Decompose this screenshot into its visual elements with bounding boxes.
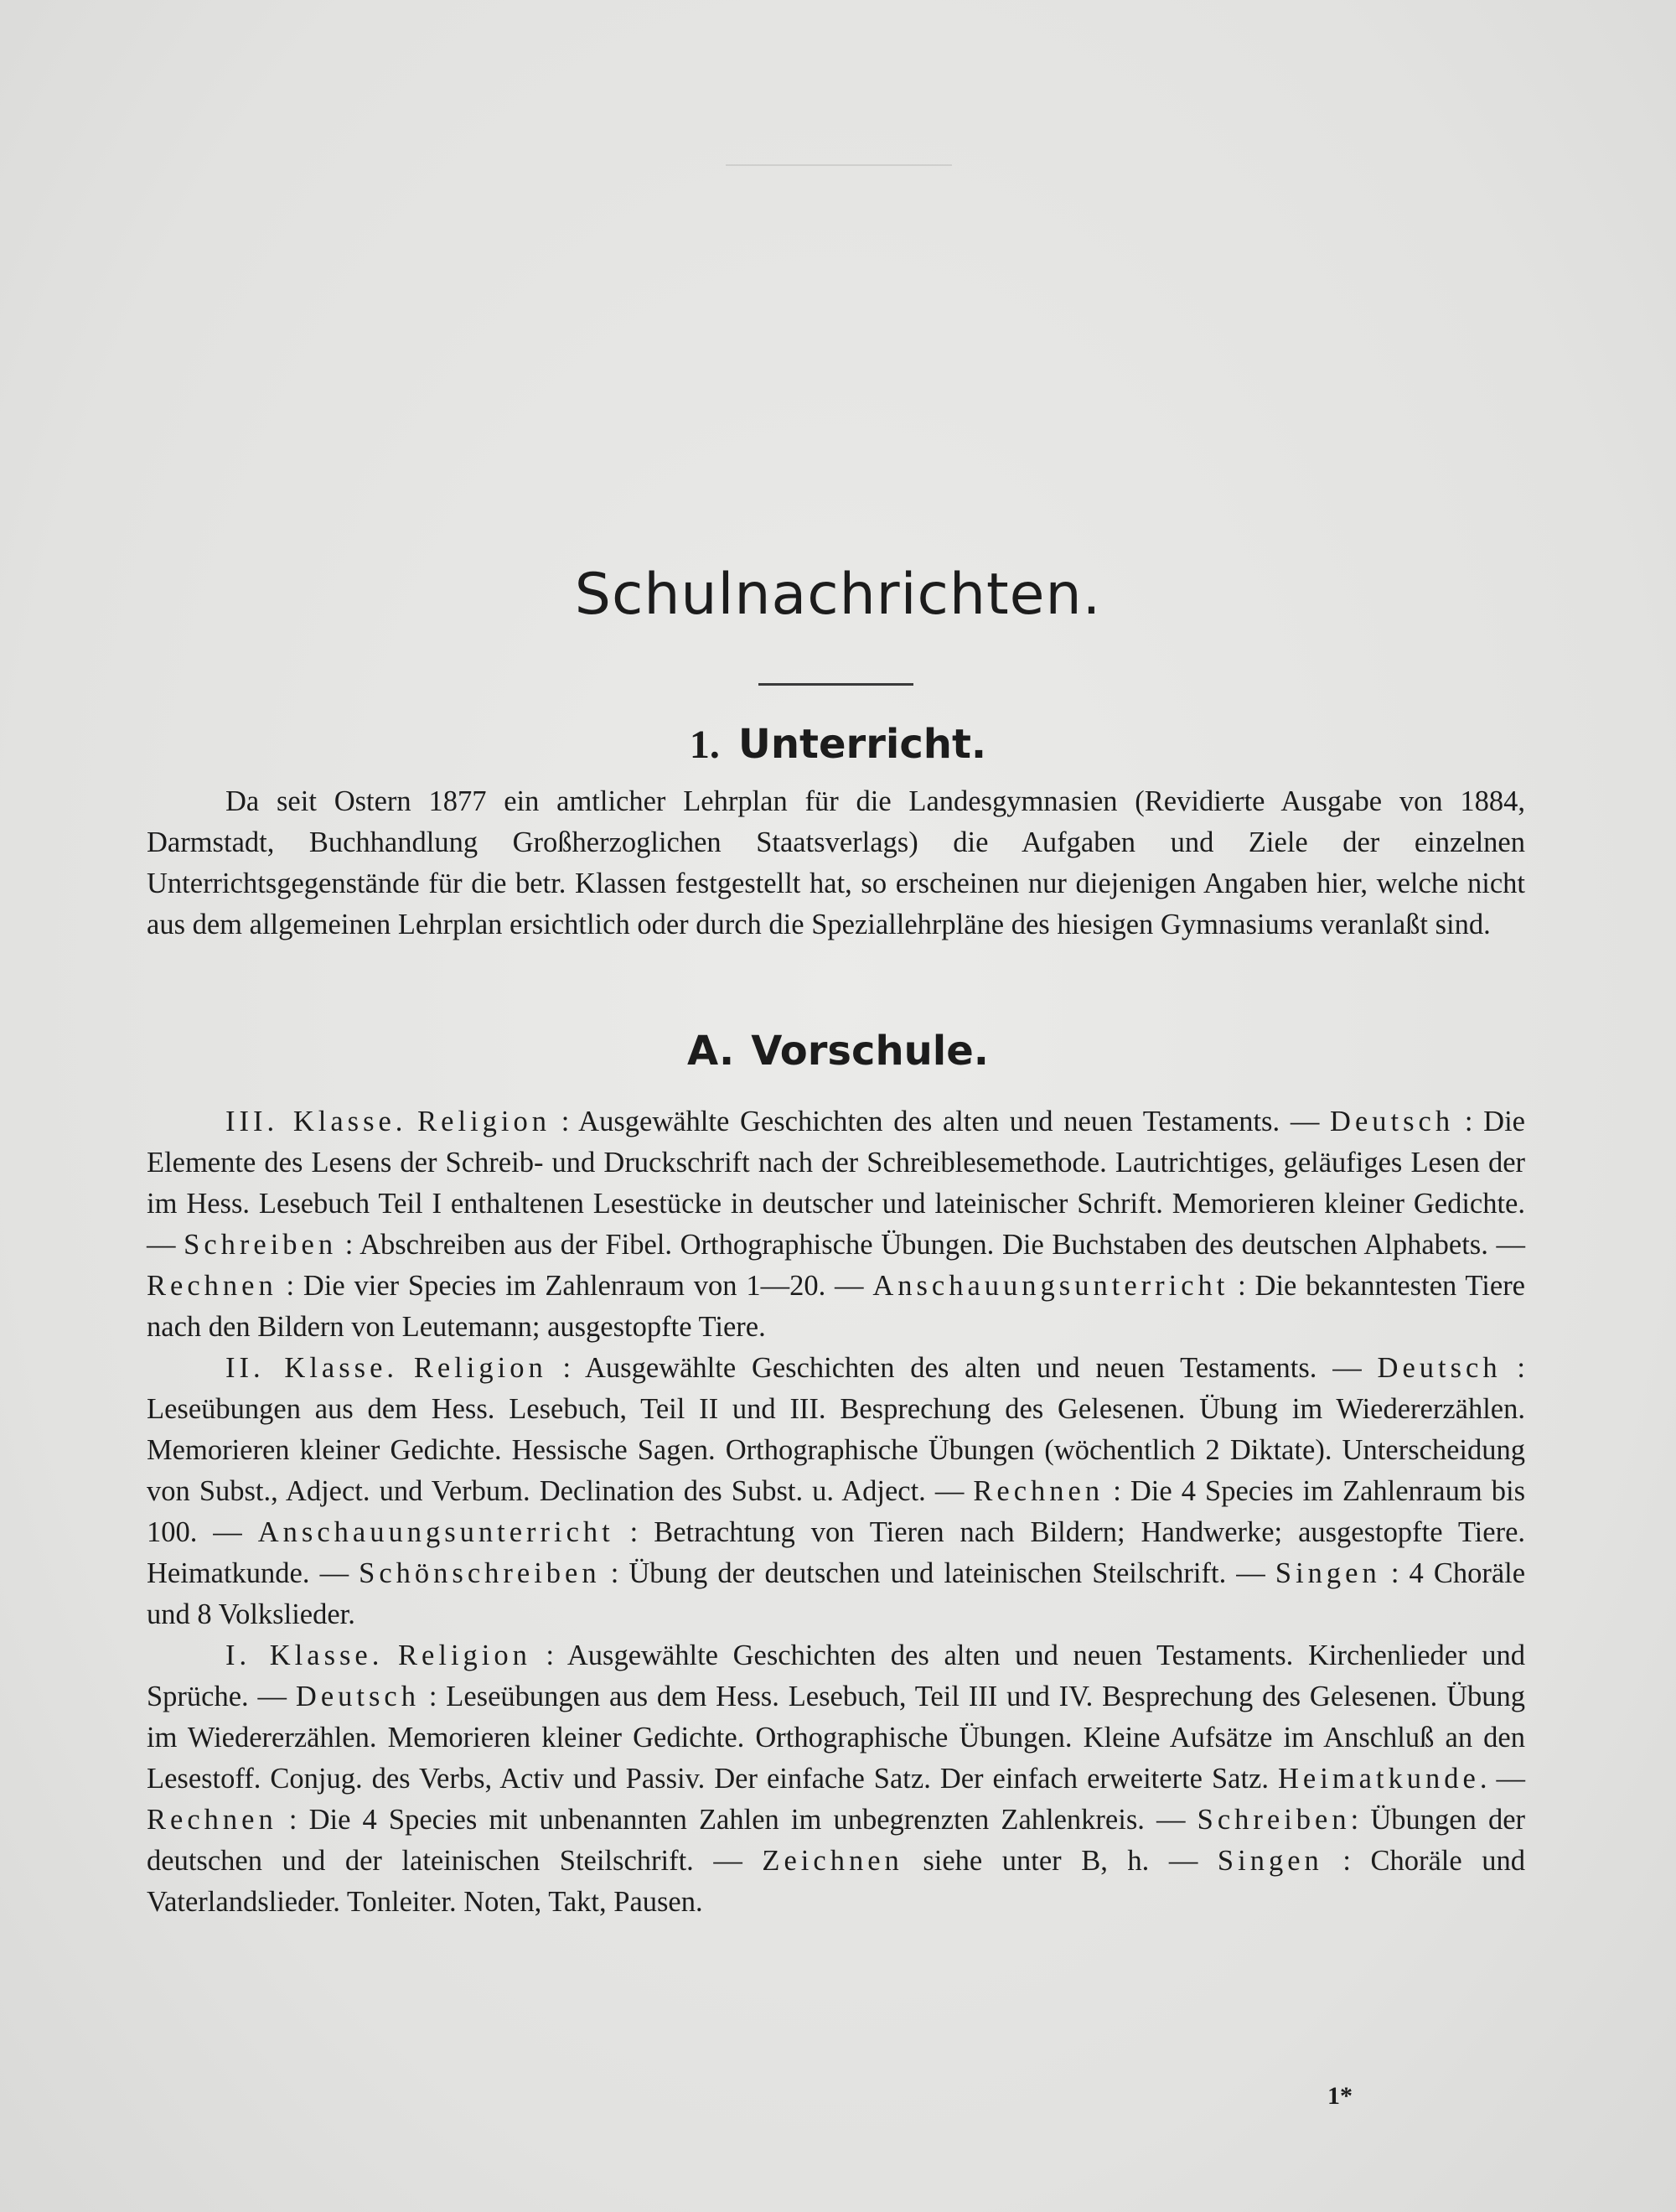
subject-text: Leseübungen aus dem Hess. Lesebuch, Teil III und IV. Besprechung des Gelesenen. Übung im Wiedererzählen. Memorieren kleiner Gedichte. Orthographische Übungen. Kleine Aufsätze im Anschluß an den Lesestoff. Conjug. des Verbs, Activ und Passiv. Der einfache Satz. Der einfach erweiterte Satz. [147, 1681, 1525, 1795]
subject-label: Rechnen [147, 1270, 277, 1302]
subject-label: Rechnen [147, 1804, 277, 1836]
subject-text: Ausgewählte Geschichten des alten und neuen Testaments. [578, 1106, 1280, 1137]
subject-text: Übungen der deutschen und der lateinischen Steilschrift. [147, 1804, 1526, 1877]
klasse-paragraph: III. Klasse. Religion : Ausgewählte Geschichten des alten und neuen Testaments. — Deutsch : Die Elemente des Lesens der Schreib- und Druckschrift nach der Schreiblesemethode. Lautrichtiges, geläufiges Lesen der im Hess. Lesebuch Teil I enthaltenen Lesestücke in deutscher und lateinischer Schrift. Memorieren kleiner Gedichte. — Schreiben : Abschreiben aus der Fibel. Orthographische Übungen. Die Buchstaben des deutschen Alphabets. — Rechnen : Die vier Species im Zahlenraum von 1—20. — Anschauungsunterricht : Die bekanntesten Tiere nach den Bildern von Leutemann; ausgestopfte Tiere. [147, 1106, 1526, 1343]
subject-text: Die 4 Species im Zahlenraum bis 100. [147, 1475, 1525, 1548]
subject-label: Schönschreiben [359, 1557, 601, 1589]
subject-label: Anschauungsunterricht [257, 1516, 614, 1548]
subject-label: Religion [413, 1352, 547, 1384]
subsection-title: Vorschule. [751, 1028, 990, 1075]
subject-label: Singen [1217, 1845, 1323, 1877]
subject-label: Deutsch [295, 1681, 420, 1712]
subject-text: Betrachtung von Tieren nach Bildern; Handwerke; ausgestopfte Tiere. Heimatkunde. [147, 1516, 1526, 1589]
subject-label: Anschauungsunterricht [872, 1270, 1229, 1302]
subject-label: Singen [1275, 1557, 1381, 1589]
subject-label: Rechnen [973, 1475, 1104, 1507]
subject-label: Zeichnen [762, 1845, 903, 1877]
subject-label: Religion [398, 1640, 531, 1671]
subject-text: siehe unter B, h. [923, 1845, 1150, 1877]
subject-text: Übung der deutschen und lateinischen Steilschrift. [628, 1557, 1227, 1589]
section-number: 1. [689, 723, 720, 767]
subject-label: Religion [417, 1106, 551, 1137]
subject-text: Abschreiben aus der Fibel. Orthographische Übungen. Die Buchstaben des deutschen Alphabets. [360, 1229, 1488, 1261]
subject-text: Die Elemente des Lesens der Schreib- und Druckschrift nach der Schreiblesemethode. Lautrichtiges, geläufiges Lesen der im Hess. Lesebuch Teil I enthaltenen Lesestücke in deutscher und lateinischer Schrift. Memorieren kleiner Gedichte. [147, 1106, 1525, 1220]
bleed-through-rule [726, 164, 952, 166]
subject-label: Deutsch [1330, 1106, 1455, 1137]
klasse-label: I. Klasse. [225, 1640, 384, 1671]
subject-text: Die vier Species im Zahlenraum von 1—20. [303, 1270, 826, 1302]
page-title: Schulnachrichten. [574, 562, 1102, 628]
subject-text: Choräle und Vaterlandslieder. Tonleiter. Noten, Takt, Pausen. [147, 1845, 1526, 1918]
subject-text: Die 4 Species mit unbenannten Zahlen im unbegrenzten Zahlenkreis. [308, 1804, 1145, 1836]
subject-label: Schreiben [184, 1229, 338, 1261]
subsection-heading [0, 1028, 1676, 1075]
klasse-paragraph: I. Klasse. Religion : Ausgewählte Geschichten des alten und neuen Testaments. Kirchenlieder und Sprüche. — Deutsch : Leseübungen aus dem Hess. Lesebuch, Teil III und IV. Besprechung des Gelesenen. Übung im Wiedererzählen. Memorieren kleiner Gedichte. Orthographische Übungen. Kleine Aufsätze im Anschluß an den Lesestoff. Conjug. des Verbs, Activ und Passiv. Der einfache Satz. Der einfach erweiterte Satz. Heimatkunde. — Rechnen : Die 4 Species mit unbenannten Zahlen im unbegrenzten Zahlenkreis. — Schreiben: Übungen der deutschen und der lateinischen Steilschrift. — Zeichnen siehe unter B, h. — Singen : Choräle und Vaterlandslieder. Tonleiter. Noten, Takt, Pausen. [147, 1640, 1526, 1918]
page-number: 1* [1327, 2082, 1353, 2110]
klasse-paragraph: II. Klasse. Religion : Ausgewählte Geschichten des alten und neuen Testaments. — Deutsch : Leseübungen aus dem Hess. Lesebuch, Teil II und III. Besprechung des Gelesenen. Übung im Wiedererzählen. Memorieren kleiner Gedichte. Hessische Sagen. Orthographische Übungen (wöchentlich 2 Diktate). Unterscheidung von Subst., Adject. und Verbum. Declination des Subst. u. Adject. — Rechnen : Die 4 Species im Zahlenraum bis 100. — Anschauungsunterricht : Betrachtung von Tieren nach Bildern; Handwerke; ausgestopfte Tiere. Heimatkunde. — Schönschreiben : Übung der deutschen und lateinischen Steilschrift. — Singen : 4 Choräle und 8 Volkslieder. [147, 1352, 1526, 1630]
section-title: Unterricht. [737, 721, 987, 768]
subject-text: Ausgewählte Geschichten des alten und neuen Testaments. Kirchenlieder und Sprüche. [147, 1640, 1526, 1712]
subject-text: Ausgewählte Geschichten des alten und neuen Testaments. [585, 1352, 1317, 1384]
subject-label: Schreiben [1197, 1804, 1351, 1836]
intro-paragraph: Da seit Ostern 1877 ein amtlicher Lehrplan für die Landesgymnasien (Revidierte Ausgabe von 1884, Darmstadt, Buchhandlung Großherzoglichen Staatsverlags) die Aufgaben und Ziele der einzelnen Unterrichtsgegenstände für die betr. Klassen festgestellt hat, so erscheinen nur diejenigen Angaben hier, welche nicht aus dem allgemeinen Lehrplan ersichtlich oder durch die Speziallehrpläne des hiesigen Gymnasiums veranlaßt sind. [147, 785, 1525, 940]
subject-label: Deutsch [1377, 1352, 1502, 1384]
klasse-label: III. Klasse. [225, 1106, 407, 1137]
subject-text: Die bekanntesten Tiere nach den Bildern von Leutemann; ausgestopfte Tiere. [147, 1270, 1525, 1343]
klassen-list [147, 1101, 1525, 1923]
title-divider [758, 683, 913, 686]
subject-text: 4 Choräle und 8 Volkslieder. [147, 1557, 1526, 1630]
subject-text: Leseübungen aus dem Hess. Lesebuch, Teil II und III. Besprechung des Gelesenen. Übung im Wiedererzählen. Memorieren kleiner Gedichte. Hessische Sagen. Orthographische Übungen (wöchentlich 2 Diktate). Unterscheidung von Subst., Adject. und Verbum. Declination des Subst. u. Adject. [147, 1393, 1525, 1507]
subject-label: Heimatkunde [1278, 1763, 1480, 1795]
klasse-label: II. Klasse. [225, 1352, 399, 1384]
subsection-letter: A. [686, 1028, 735, 1075]
section-heading [0, 721, 1676, 768]
